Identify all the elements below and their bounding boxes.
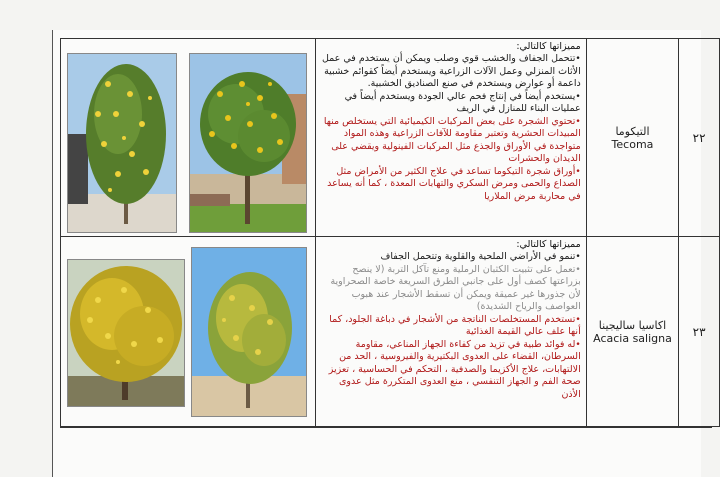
feature-point: •تستخدم المستخلصات الناتجة من الأشجار في دباغة الجلود، كما أنها علف عالي القيمة الغذائية — [329, 313, 581, 337]
table-row — [61, 39, 720, 237]
feature-point: •تنمو في الأراضي الملحية والقلوية وتتحمل الجفاف — [380, 251, 581, 262]
feature-point: •له فوائد طبية في تزيد من كفاءة الجهاز المناعي، مقاومة السرطان، القضاء على العدوى البكتيرية والفيروسية ، الحد من الالتهابات، علاج الأكزيما والصدفية ، التحكم في الحساسية ، تعزيز صحة الفم و الجهاز التنفسي ، منع العدوى المتكررة مثل عدوى الأذن — [328, 338, 581, 400]
description-cell — [315, 39, 586, 237]
plant-name-arabic: التيكوما — [615, 124, 650, 138]
table-bottom-border — [60, 427, 712, 428]
acacia-photo-left — [67, 259, 185, 407]
feature-point: •تتحمل الجفاف والخشب قوي وصلب ويمكن أن يستخدم في عمل الأثاث المنزلي وعمل الآلات الزراعية ويستخدم أيضاً كقوائم خشبية داعمة أو عوارض ويستخدم في صنع الصناديق الخشبية. — [321, 53, 581, 89]
feature-point: •تحتوي الشجرة على بعض المركبات الكيميائية التي يستخلص منها المبيدات الحشرية وتعتبر مقاومة للآفات الزراعية وهذه المواد متواجدة في الأوراق والجذع مثل المركبات الفينولية ويقضي على الديدان والحشرات — [323, 115, 581, 164]
tecoma-photo-right — [189, 53, 307, 233]
row-number: ٢٣ — [679, 237, 720, 427]
tecoma-photo-left — [67, 53, 177, 233]
photos-cell — [61, 39, 316, 237]
plant-name-latin: Tecoma — [611, 137, 654, 151]
photos-cell — [61, 237, 316, 427]
feature-point: •يستخدم أيضاً في إنتاج فحم عالي الجودة ويستخدم أيضاً في عمليات البناء للمنازل في الريف — [344, 90, 581, 114]
row-number: ٢٢ — [679, 39, 720, 237]
plants-table — [60, 38, 720, 427]
plant-name-cell — [586, 237, 679, 427]
plant-name-cell — [586, 39, 679, 237]
features-heading: مميزاتها كالتالي: — [516, 239, 581, 250]
plant-name-arabic: اكاسيا ساليجينا — [598, 318, 667, 332]
acacia-photo-right — [191, 247, 307, 417]
plant-name-latin: Acacia saligna — [593, 331, 672, 345]
description-cell — [315, 237, 586, 427]
feature-point: •تعمل على تثبيت الكثبان الرملية ومنع تآكل التربة (لا ينصح بزراعتها كصف أول على جانبي الطرق السريعة خاصة الصحراوية لأن جذورها غير عميقة ويمكن أن تسقط الأشجار عند هبوب العواصف والرياح الشديدة) — [330, 263, 581, 312]
feature-point: •أوراق شجرة التيكوما تساعد في علاج الكثير من الأمراض مثل الصداع والحمى ومرض السكري والتهابات المعدة ، كما أنه يساعد في محاربة مرض الملاريا — [327, 165, 581, 202]
table-row — [61, 237, 720, 427]
features-heading: مميزاتها كالتالي: — [516, 41, 581, 52]
